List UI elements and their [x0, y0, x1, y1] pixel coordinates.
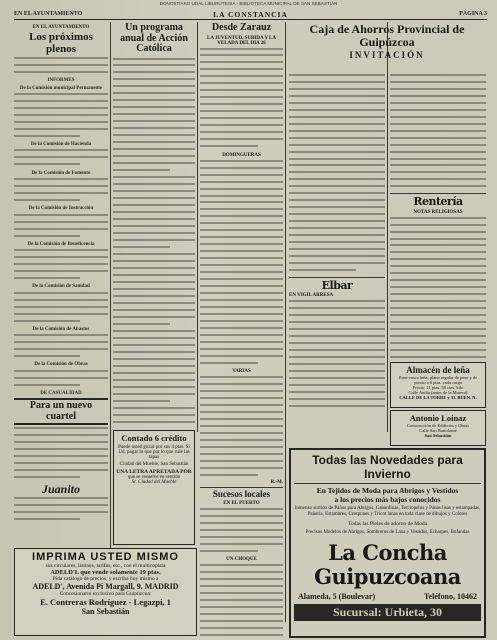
ad-line: CALLE DE LA TORRE y 31. BUEN. N.: [399, 395, 477, 400]
article-body: [289, 300, 385, 412]
column-4: [289, 72, 385, 412]
ad-line: Precio: 11 ptas. 50 ctas. kilo: [412, 385, 464, 390]
column-3: [200, 23, 283, 640]
contado-ad: [113, 430, 195, 545]
ad-line: Inmenso surtido de Paños para Abrigos, Gabardinas, Terciopelos y Panas lisas y estampadas, Pañería, Estambres, Crespones y Tricot lanas en toda clase de dibujos y Colores: [294, 506, 481, 517]
article-body: [200, 160, 283, 368]
renteria-section: [390, 193, 486, 363]
ad-address: Alameda, 5 (Boulevar): [298, 592, 376, 601]
subheading: De la Comisión de Fomento: [31, 170, 91, 176]
signature: R.-M.: [270, 479, 283, 485]
article-body: [390, 74, 486, 192]
ad-line: Pino-vasco leña, plano regular de peso y de precio a 6 ptas. cada carga: [398, 375, 478, 385]
ad-headline: Almacén de leña: [406, 365, 470, 375]
ad-headline: IMPRIMA USTED MISMO: [32, 551, 179, 563]
ad-line: a los precios más bajos conocidos: [334, 495, 441, 504]
article-title: Sucesos locales: [212, 488, 271, 499]
ad-line: San Sebastián: [81, 607, 130, 616]
archive-header: DONOSTIAKO UDAL LIBURUTEGIA - BIBLIOTECA MUNICIPAL DE SAN SEBASTIÁN: [159, 1, 338, 6]
ad-line: Pida catálogo de precios, y escriba hoy mismo a: [52, 576, 159, 582]
ad-line: Concesionario exclusivo para Guipúzcoa:: [59, 591, 152, 597]
ad-line: ADELD'L que vende solamente 19 ptas.: [50, 569, 161, 576]
subheading: De la Comisión de Hacienda: [30, 142, 92, 148]
ad-brand: La Concha Guipuzcoana: [314, 540, 461, 589]
article-body: [14, 57, 108, 396]
subheading: LA JUVENTUD, SUBIDA Y LA VELADA DEL DIA 26: [207, 35, 276, 46]
ad-headline: Todas las Novedades para Invierno: [312, 453, 463, 481]
ad-phone: Teléfono, 10462: [423, 592, 477, 601]
masthead: [14, 8, 487, 20]
invitation-heading: INVITACIÓN: [349, 50, 425, 61]
article-title: Caja de Ahorros Provincial de Guipúzcoa: [309, 23, 465, 49]
ad-headline: Contado 6 crédito: [121, 433, 187, 443]
ad-line: En Tejidos de Moda para Abrigos y Vestidos: [316, 486, 459, 495]
ad-line: E. Contreras Rodríguez - Legazpi, 1: [40, 597, 171, 607]
article-body: [113, 58, 195, 429]
ad-line: que se resuelve en sentido: [127, 475, 181, 480]
article-title: Juanito: [41, 482, 80, 497]
separator: [289, 277, 385, 278]
ad-line: Calle San Bartolomé: [419, 428, 457, 433]
ad-line: Ciudad del Mueble, San Sebastián: [119, 462, 189, 467]
multicopista-ad: [14, 548, 197, 636]
article-title: Los próximos plenos: [29, 31, 93, 55]
subheading: INFORMES: [47, 78, 75, 84]
subheading: De la Comisión de Abastos: [32, 326, 90, 332]
subheading: De la Comisión de Beneficencia: [27, 241, 95, 247]
article-body: [14, 497, 108, 523]
masthead-title: LA CONSTANCIA: [213, 10, 288, 19]
article-title: Elbar: [321, 278, 353, 292]
ad-line: Sr. Ciudad del Mueble: [131, 480, 177, 485]
column-2: [113, 23, 195, 428]
article-body: [200, 508, 283, 555]
column-5: [390, 72, 486, 192]
subheading: VARIAS: [232, 369, 251, 375]
subheading: DE CASUALIDAD: [40, 390, 82, 396]
ad-contact-row: [294, 592, 481, 601]
ad-line: sus circulares, listines, tarifas, etc., con el multicopista: [45, 563, 166, 569]
column-rule: [110, 22, 111, 622]
column-rule: [285, 22, 286, 622]
masthead-page: PÁGINA 3: [459, 11, 487, 17]
ad-line: Puede usted gozar por sus 4 ptas. Si Ud. pagar lo que por lo que vale las tapas: [118, 445, 190, 460]
article-body: [289, 74, 385, 275]
separator: [200, 487, 283, 488]
separator: [294, 483, 481, 484]
article-title: Un programa anual de Acción Católica: [120, 23, 188, 54]
caja-ahorros-header: [289, 23, 485, 71]
article-body: [14, 427, 108, 481]
separator: [390, 193, 486, 194]
article-title: Para un nuevo cuartel: [14, 398, 108, 425]
article-title: Desde Zarauz: [211, 23, 272, 33]
ad-line: UNA LETRA APRETADA POR: [116, 469, 192, 475]
subheading: DOMINGUERAS: [222, 152, 261, 158]
column-rule: [387, 22, 388, 432]
loinaz-ad: [390, 410, 486, 446]
subheading: De la Comisión de Obras: [34, 362, 88, 368]
ad-branch: Sucursal: Urbieta, 30: [294, 604, 481, 621]
subheading: UN CHOQUE: [226, 557, 257, 563]
subheading: De la Comisión municipal Permanente: [19, 85, 103, 91]
ad-line: Construcción de Edificios y Obras: [407, 423, 469, 428]
subheading: De la Comisión de Instrucción: [28, 206, 94, 212]
article-title: Rentería: [413, 195, 463, 208]
article-body: [200, 564, 283, 640]
subheading: EN VIGIL ARRESA: [289, 293, 334, 299]
subheading: De la Comisión de Sanidad: [32, 284, 90, 290]
la-concha-ad: [289, 448, 486, 638]
column-rule: [197, 22, 198, 432]
ad-line: San Sebastián: [424, 433, 452, 438]
subheading: EN EL PUERTO: [223, 501, 260, 507]
masthead-left: EN EL AYUNTAMIENTO: [14, 11, 83, 17]
section-heading: EN EL AYUNTAMIENTO: [32, 25, 90, 30]
subheading: NOTAS RELIGIOSAS: [413, 209, 463, 215]
article-body: [200, 48, 283, 151]
article-body: [200, 376, 283, 479]
article-body: [390, 217, 486, 363]
ad-line: Calle Andía (antes de la Morera): [408, 390, 468, 395]
ad-line: Todas las Pieles de adorno de Moda: [347, 521, 428, 527]
ad-line: Precisos Modelos de Abrigos, Sombreros de Lana y Vestidos, Echarpes, Bufandas: [305, 530, 470, 535]
ad-line: ADELD', Avenida Pi Margall, 9. MADRID: [32, 582, 179, 591]
ad-headline: Antonio Loinaz: [409, 413, 467, 423]
almacen-ad: [390, 362, 486, 408]
